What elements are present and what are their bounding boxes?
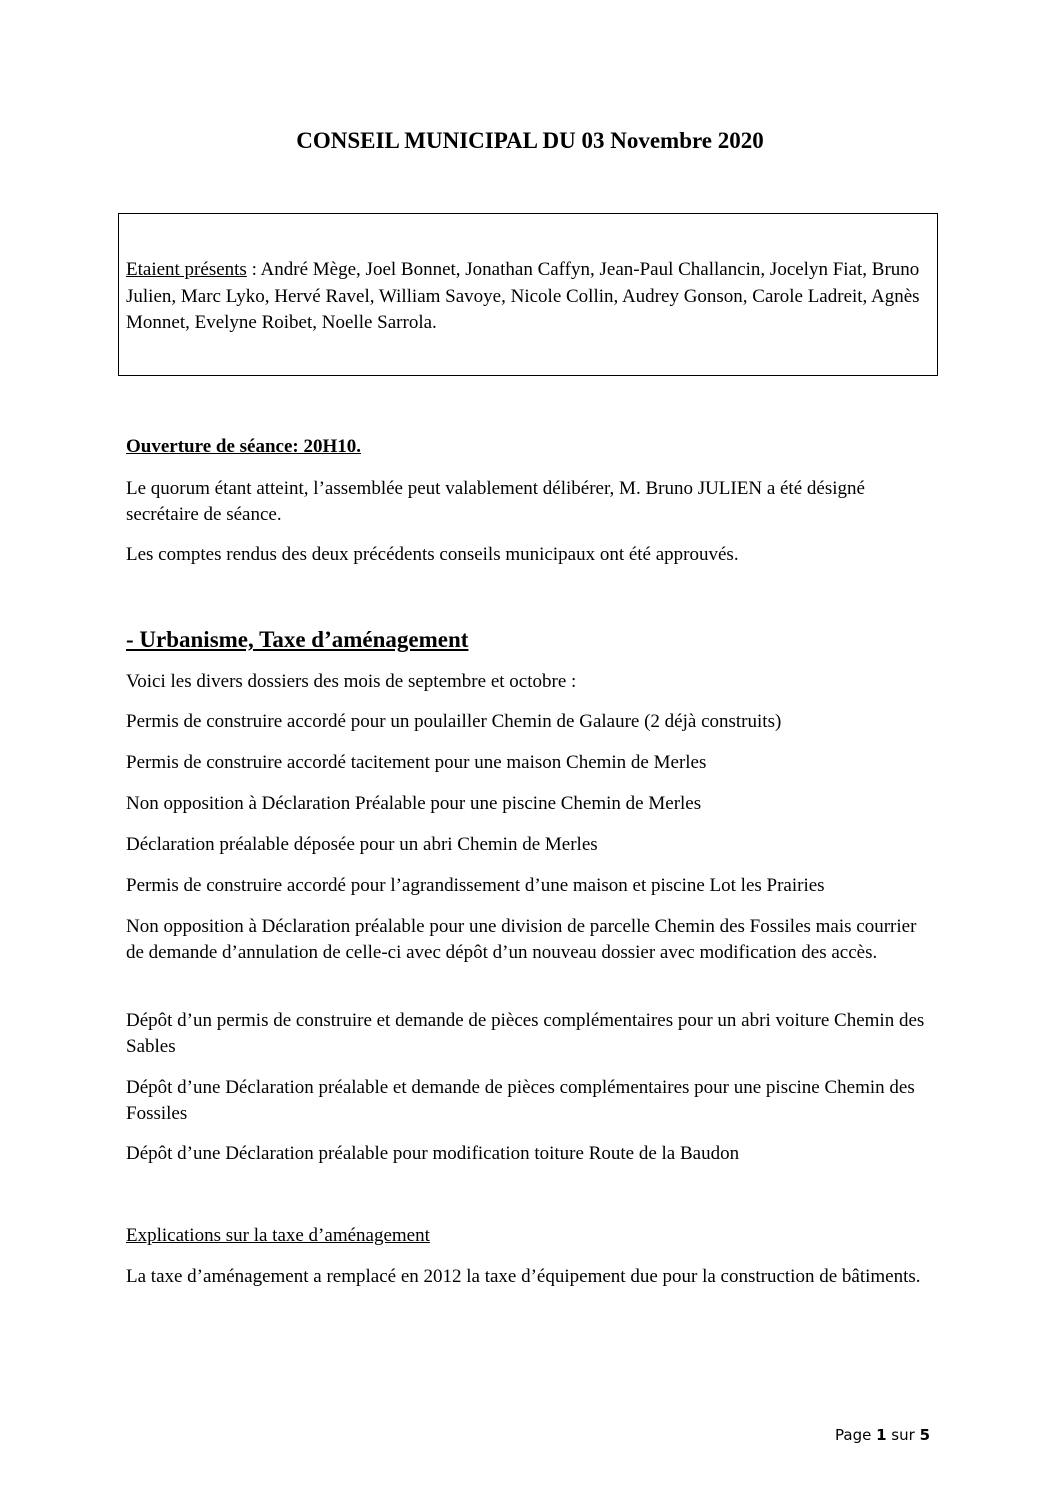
- opening-paragraph: Le quorum étant atteint, l’assemblée peut valablement délibérer, M. Bruno JULIEN a été désigné secrétaire de séance.: [126, 478, 865, 525]
- opening-heading: Ouverture de séance: 20H10.: [126, 436, 361, 457]
- attendees-text: [126, 257, 932, 337]
- page-footer: [835, 1425, 930, 1445]
- page-title: CONSEIL MUNICIPAL DU 03 Novembre 2020: [296, 128, 764, 153]
- urbanisme-item: Non opposition à Déclaration préalable pour une division de parcelle Chemin des Fossiles mais courrier de demande d’annulation de celle-ci avec dépôt d’un nouveau dossier avec modification des accès.: [126, 916, 917, 963]
- attendees-names: : André Mège, Joel Bonnet, Jonathan Caffyn, Jean-Paul Challancin, Jocelyn Fiat, Bruno Julien, Marc Lyko, Hervé Ravel, William Savoye, Nicole Collin, Audrey Gonson, Carole Ladreit, Agnès Monnet, Evelyne Roibet, Noelle Sarrola.: [126, 259, 920, 333]
- page-total: 5: [919, 1426, 930, 1444]
- page-of-label: sur: [886, 1426, 920, 1444]
- urbanisme-item: Permis de construire accordé pour un poulailler Chemin de Galaure (2 déjà construits): [126, 711, 782, 732]
- urbanisme-item: Permis de construire accordé tacitement pour une maison Chemin de Merles: [126, 752, 707, 773]
- urbanisme-item: Voici les divers dossiers des mois de septembre et octobre :: [126, 671, 577, 692]
- urbanisme-item: Permis de construire accordé pour l’agrandissement d’une maison et piscine Lot les Prairies: [126, 875, 825, 896]
- taxe-subheading: Explications sur la taxe d’aménagement: [126, 1225, 430, 1246]
- page-number: 1: [876, 1426, 887, 1444]
- section-heading-urbanisme: - Urbanisme, Taxe d’aménagement: [126, 627, 469, 652]
- attendees-label: Etaient présents: [126, 259, 247, 280]
- urbanisme-item: Non opposition à Déclaration Préalable pour une piscine Chemin de Merles: [126, 793, 702, 814]
- attendees-box: [118, 213, 938, 376]
- urbanisme-item: Déclaration préalable déposée pour un abri Chemin de Merles: [126, 834, 598, 855]
- taxe-paragraph: La taxe d’aménagement a remplacé en 2012 la taxe d’équipement due pour la construction de bâtiments.: [126, 1266, 921, 1287]
- urbanisme-item: Dépôt d’un permis de construire et demande de pièces complémentaires pour un abri voiture Chemin des Sables: [126, 1010, 925, 1057]
- urbanisme-item: Dépôt d’une Déclaration préalable pour modification toiture Route de la Baudon: [126, 1143, 740, 1164]
- urbanisme-item: Dépôt d’une Déclaration préalable et demande de pièces complémentaires pour une piscine Chemin des Fossiles: [126, 1077, 915, 1124]
- opening-paragraph: Les comptes rendus des deux précédents conseils municipaux ont été approuvés.: [126, 544, 739, 565]
- page-label: Page: [835, 1426, 877, 1444]
